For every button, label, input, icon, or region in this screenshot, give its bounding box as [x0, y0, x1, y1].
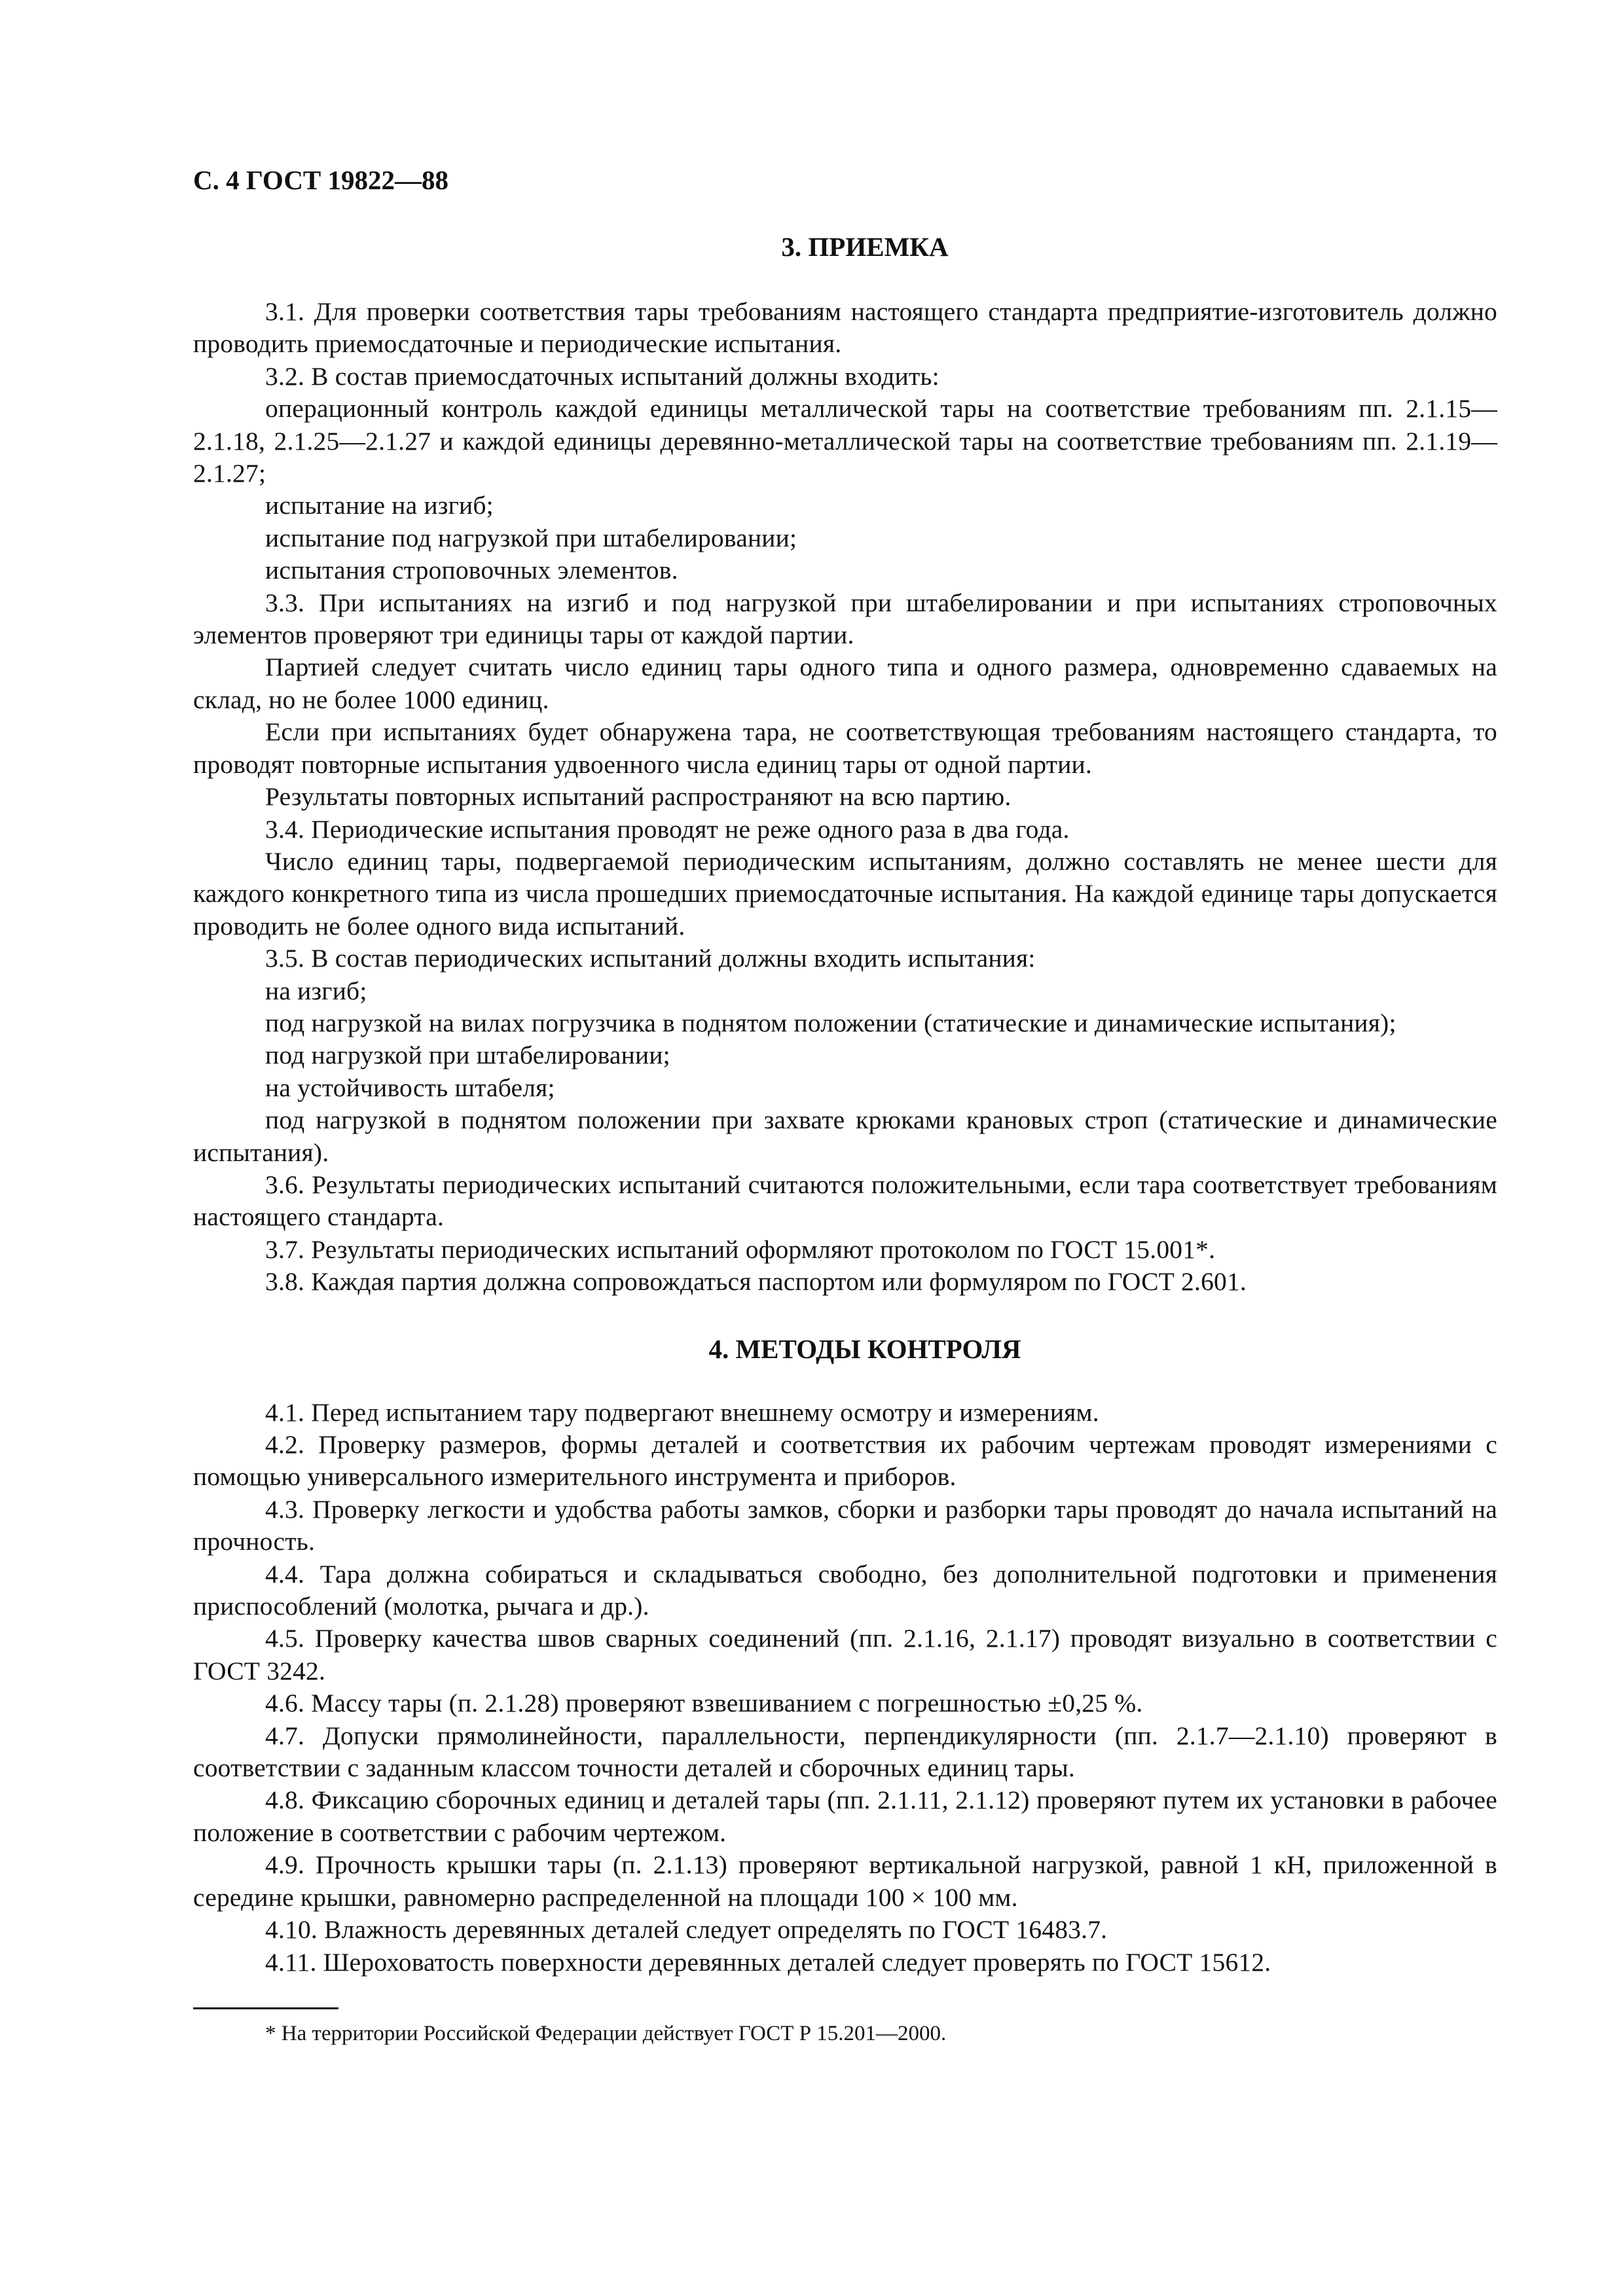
paragraph: 3.2. В состав приемосдаточных испытаний должны входить:	[265, 361, 939, 391]
paragraph: на изгиб;	[265, 976, 367, 1005]
document-page	[193, 164, 1497, 2049]
section-3-title: 3. ПРИЕМКА	[781, 232, 949, 262]
paragraph: операционный контроль каждой единицы металлической тары на соответствие требованиям пп. 2.1.15—2.1.18, 2.1.25—2.1.27 и каждой единицы деревянно-металлической тары на соответствие требованиям пп. 2.1.19—2.1.27;	[193, 394, 1497, 488]
paragraph: под нагрузкой в поднятом положении при захвате крюками крановых строп (статические и динамические испытания).	[193, 1105, 1497, 1167]
paragraph: Число единиц тары, подвергаемой периодическим испытаниям, должно составлять не менее шести для каждого конкретного типа из числа прошедших приемосдаточные испытания. На каждой единице тары допускается проводить не более одного вида испытаний.	[193, 846, 1497, 941]
paragraph: 4.8. Фиксацию сборочных единиц и деталей тары (пп. 2.1.11, 2.1.12) проверяют путем их установки в рабочее положение в соответствии с рабочим чертежом.	[193, 1785, 1497, 1847]
paragraph: под нагрузкой на вилах погрузчика в поднятом положении (статические и динамические испытания);	[265, 1008, 1396, 1037]
page-header: С. 4 ГОСТ 19822—88	[193, 165, 449, 195]
paragraph: на устойчивость штабеля;	[265, 1073, 555, 1102]
section-4-body	[193, 1397, 1497, 1979]
paragraph: Если при испытаниях будет обнаружена тара, не соответствующая требованиям настоящего стандарта, то проводят повторные испытания удвоенного числа единиц тары от одной партии.	[193, 717, 1497, 779]
paragraph: 4.10. Влажность деревянных деталей следует определять по ГОСТ 16483.7.	[265, 1915, 1108, 1945]
paragraph: 3.6. Результаты периодических испытаний считаются положительными, если тара соответствует требованиям настоящего стандарта.	[193, 1170, 1497, 1232]
paragraph: 4.11. Шероховатость поверхности деревянных деталей следует проверять по ГОСТ 15612.	[265, 1947, 1271, 1977]
paragraph: испытания строповочных элементов.	[265, 556, 678, 585]
paragraph: 4.1. Перед испытанием тару подвергают внешнему осмотру и измерениям.	[265, 1397, 1099, 1427]
paragraph: 4.5. Проверку качества швов сварных соединений (пп. 2.1.16, 2.1.17) проводят визуально в соответствии с ГОСТ 3242.	[193, 1624, 1497, 1685]
paragraph: 3.3. При испытаниях на изгиб и под нагрузкой при штабелировании и при испытаниях строповочных элементов проверяют три единицы тары от каждой партии.	[193, 588, 1497, 650]
paragraph: под нагрузкой при штабелировании;	[265, 1041, 670, 1070]
paragraph: 4.9. Прочность крышки тары (п. 2.1.13) проверяют вертикальной нагрузкой, равной 1 кН, приложенной в середине крышки, равномерно распределенной на площади 100 × 100 мм.	[193, 1850, 1497, 1912]
footnote: * На территории Российской Федерации действует ГОСТ Р 15.201—2000.	[265, 2021, 947, 2045]
paragraph: Партией следует считать число единиц тары одного типа и одного размера, одновременно сдаваемых на склад, но не более 1000 единиц.	[193, 653, 1497, 714]
paragraph: 3.1. Для проверки соответствия тары требованиям настоящего стандарта предприятие-изготовитель должно проводить приемосдаточные и периодические испытания.	[193, 297, 1497, 359]
section-4-title: 4. МЕТОДЫ КОНТРОЛЯ	[708, 1333, 1021, 1364]
section-3-body	[193, 296, 1497, 1299]
paragraph: 4.2. Проверку размеров, формы деталей и соответствия их рабочим чертежам проводят измерениями с помощью универсального измерительного инструмента и приборов.	[193, 1430, 1497, 1492]
paragraph: 3.5. В состав периодических испытаний должны входить испытания:	[265, 944, 1036, 973]
footnote-divider	[193, 2007, 338, 2009]
paragraph: испытание под нагрузкой при штабелировании;	[265, 523, 797, 552]
paragraph: 3.4. Периодические испытания проводят не реже одного раза в два года.	[265, 814, 1070, 844]
paragraph: 4.7. Допуски прямолинейности, параллельности, перпендикулярности (пп. 2.1.7—2.1.10) проверяют в соответствии с заданным классом точности деталей и сборочных единиц тары.	[193, 1721, 1497, 1783]
paragraph: 3.7. Результаты периодических испытаний оформляют протоколом по ГОСТ 15.001*.	[265, 1234, 1216, 1264]
paragraph: 4.3. Проверку легкости и удобства работы замков, сборки и разборки тары проводят до начала испытаний на прочность.	[193, 1494, 1497, 1556]
paragraph: 4.6. Массу тары (п. 2.1.28) проверяют взвешиванием с погрешностью ±0,25 %.	[265, 1689, 1143, 1718]
paragraph: 4.4. Тара должна собираться и складываться свободно, без дополнительной подготовки и применения приспособлений (молотка, рычага и др.).	[193, 1559, 1497, 1621]
paragraph: Результаты повторных испытаний распространяют на всю партию.	[265, 782, 1012, 812]
paragraph: испытание на изгиб;	[265, 491, 494, 520]
paragraph: 3.8. Каждая партия должна сопровождаться паспортом или формуляром по ГОСТ 2.601.	[265, 1267, 1247, 1297]
